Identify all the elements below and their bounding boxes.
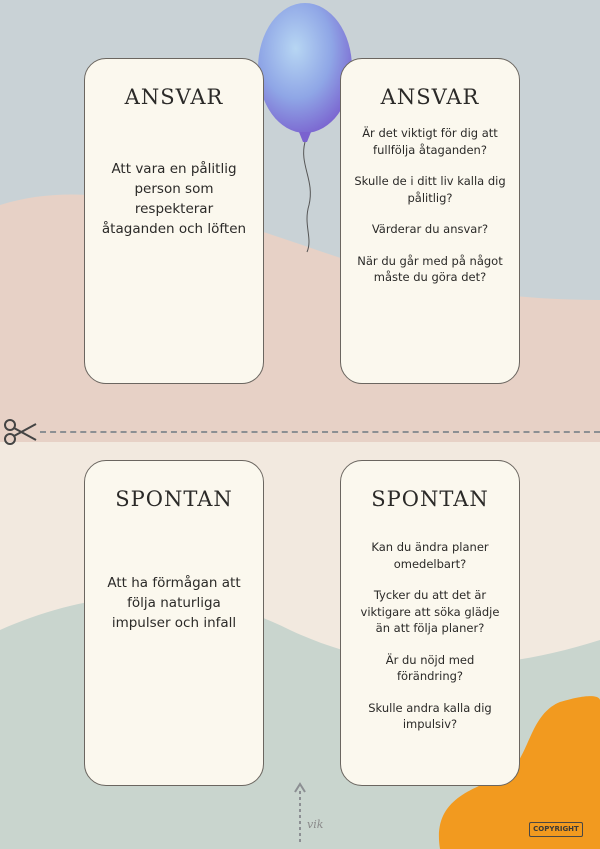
card-ansvar-definition <box>84 58 264 384</box>
question-item: Tycker du att det är viktigare att söka glädje än att följa planer? <box>360 588 500 635</box>
card-title: ANSVAR <box>124 85 224 109</box>
card-title: ANSVAR <box>380 85 480 109</box>
question-item: Värderar du ansvar? <box>371 222 489 236</box>
card-definition: Att ha förmågan att följa naturliga impulser och infall <box>107 575 241 631</box>
question-item: När du går med på något måste du göra det? <box>357 253 503 284</box>
question-item: Kan du ändra planer omedelbart? <box>371 540 489 571</box>
card-title: SPONTAN <box>371 487 489 511</box>
question-item: Skulle andra kalla dig impulsiv? <box>368 700 492 731</box>
card-title: SPONTAN <box>115 487 233 511</box>
scissors-icon <box>3 418 37 446</box>
question-item: Är du nöjd med förändring? <box>385 652 475 683</box>
card-spontan-definition <box>84 460 264 786</box>
card-spontan-questions <box>340 460 520 786</box>
card-definition: Att vara en pålitlig person som respekterar åtaganden och löften <box>101 161 247 237</box>
fold-label: vik <box>307 818 324 831</box>
copyright-badge: COPYRIGHT <box>529 822 583 837</box>
cut-line <box>40 431 600 433</box>
question-list <box>353 125 507 301</box>
question-list <box>353 539 507 748</box>
question-item: Är det viktigt för dig att fullfölja åtaganden? <box>362 126 498 157</box>
question-item: Skulle de i ditt liv kalla dig pålitlig? <box>354 174 506 205</box>
card-ansvar-questions <box>340 58 520 384</box>
fold-arrow-icon <box>290 782 340 844</box>
